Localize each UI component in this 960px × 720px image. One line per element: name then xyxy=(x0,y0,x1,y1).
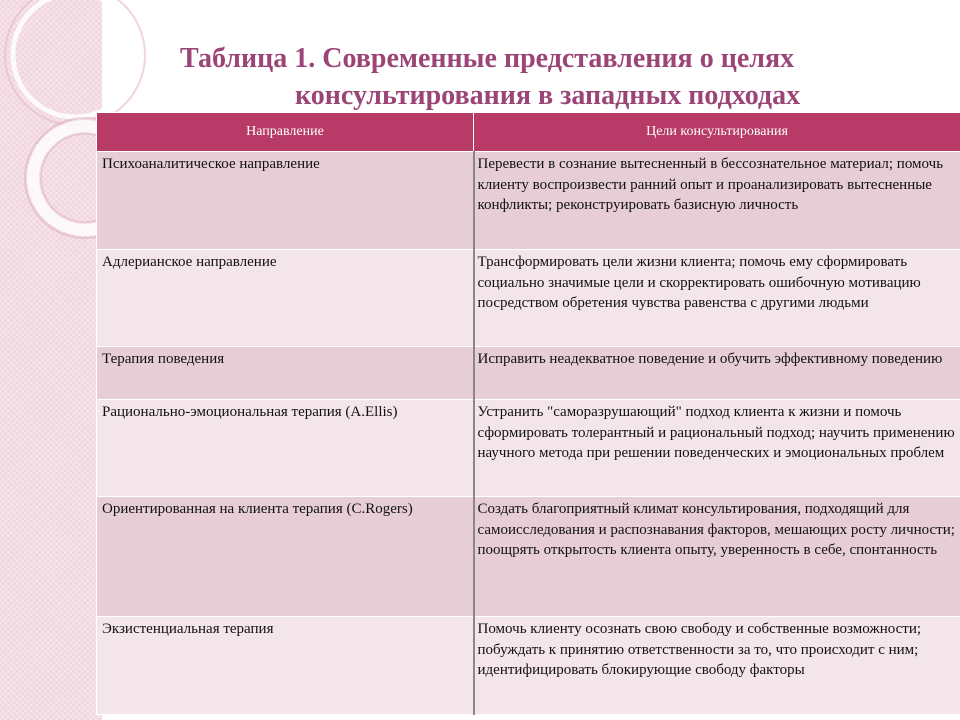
goals-cell: Помочь клиенту осознать свою свободу и собственные возможности; побуждать к принятию ответственности за то, что происходит с ним; идентифицировать блокирующие свободу факторы xyxy=(474,617,960,715)
table-row xyxy=(97,400,960,497)
goals-cell: Создать благоприятный климат консультирования, подходящий для самоисследования и распознавания факторов, мешающих росту личности; поощрять открытость клиента опыту, уверенность в себе, спонтанность xyxy=(474,497,960,617)
table-row xyxy=(97,617,960,715)
direction-cell: Экзистенциальная терапия xyxy=(97,617,474,715)
table-header-row xyxy=(97,113,960,152)
table-row xyxy=(97,497,960,617)
slide-title xyxy=(110,40,940,114)
goals-cell: Перевести в сознание вытесненный в бессознательное материал; помочь клиенту воспроизвести ранний опыт и проанализировать вытесненные конфликты; реконструировать базисную личность xyxy=(474,152,960,250)
goals-cell: Исправить неадекватное поведение и обучить эффективному поведению xyxy=(474,347,960,400)
direction-cell: Адлерианское направление xyxy=(97,250,474,347)
table-row xyxy=(97,152,960,250)
table-row xyxy=(97,347,960,400)
direction-cell: Терапия поведения xyxy=(97,347,474,400)
counseling-goals-table xyxy=(96,112,960,715)
title-line-1: Таблица 1. Современные представления о целях xyxy=(180,43,795,74)
header-direction: Направление xyxy=(97,113,474,152)
table-row xyxy=(97,250,960,347)
decorative-rings xyxy=(0,0,110,240)
goals-cell: Устранить "саморазрушающий" подход клиента к жизни и помочь сформировать толерантный и рациональный подход; научить применению научного метода при решении поведенческих и эмоциональных проблем xyxy=(474,400,960,497)
direction-cell: Рационально-эмоциональная терапия (A.Ellis) xyxy=(97,400,474,497)
header-goals: Цели консультирования xyxy=(474,113,960,152)
direction-cell: Ориентированная на клиента терапия (C.Rogers) xyxy=(97,497,474,617)
title-line-2: консультирования в западных подходах xyxy=(295,80,801,111)
goals-cell: Трансформировать цели жизни клиента; помочь ему сформировать социально значимые цели и скорректировать ошибочную мотивацию посредством обретения чувства равенства с другими людьми xyxy=(474,250,960,347)
direction-cell: Психоаналитическое направление xyxy=(97,152,474,250)
